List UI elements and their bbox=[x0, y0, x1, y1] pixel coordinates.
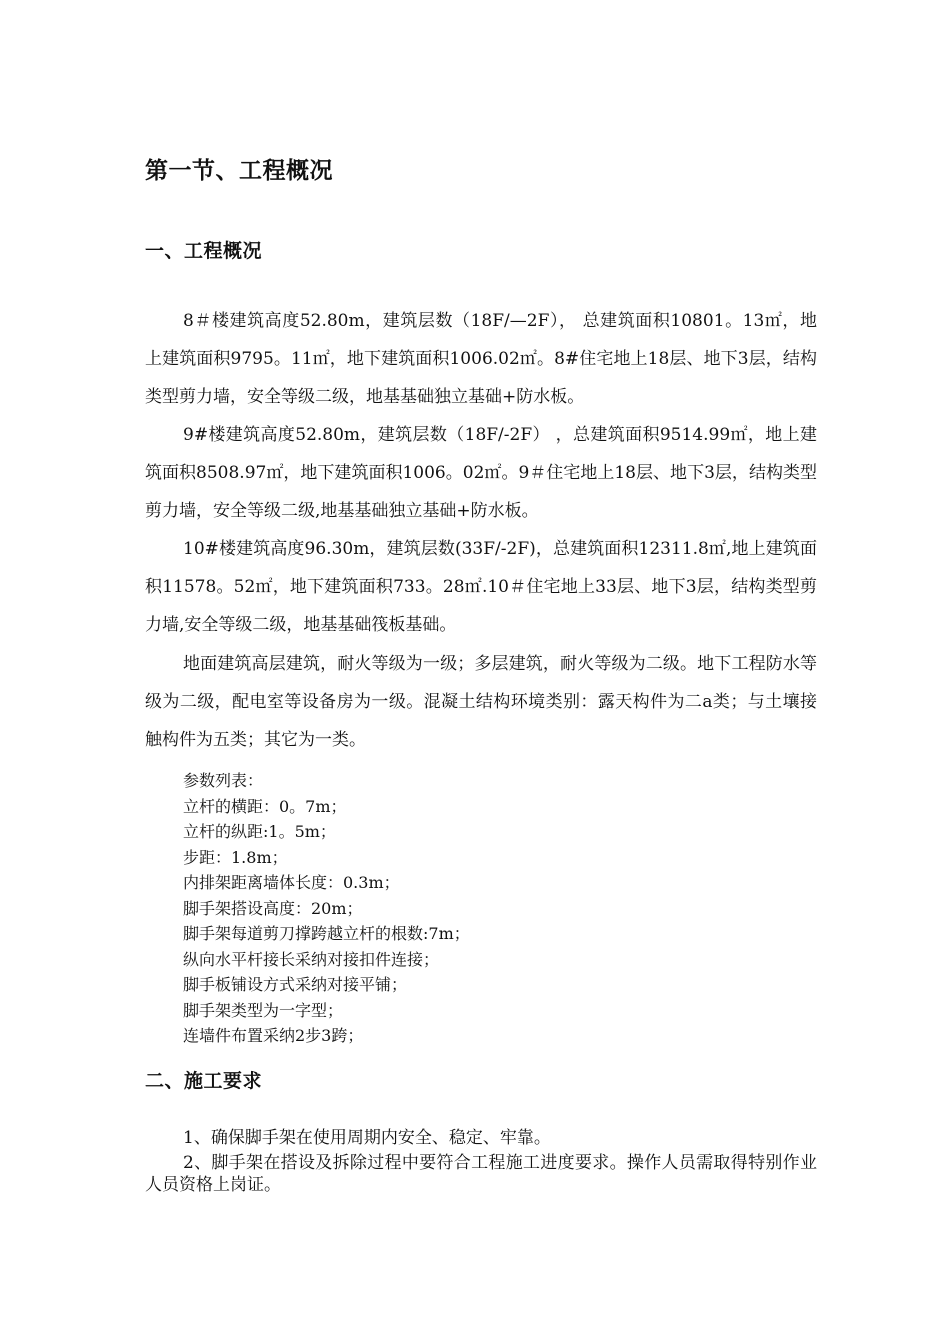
parameter-item: 脚手架搭设高度：20m； bbox=[183, 898, 363, 918]
section-heading-requirements: 二、施工要求 bbox=[145, 1070, 263, 1092]
requirement-item: 1、确保脚手架在使用周期内安全、稳定、牢靠。 bbox=[183, 1128, 551, 1148]
section-heading-overview: 一、工程概况 bbox=[145, 240, 263, 262]
parameter-item: 脚手架每道剪刀撑跨越立杆的根数:7m； bbox=[183, 924, 470, 943]
paragraph-building-8: 8＃楼建筑高度52.80m，建筑层数（18F/—2F）， 总建筑面积10801。13㎡，地上建筑面积9795。11㎡，地下建筑面积1006.02㎡。8#住宅地上18层、地下3层，结构类型剪力墙，安全等级二级，地基基础独立基础+防水板。 bbox=[145, 311, 817, 407]
parameter-item: 立杆的纵距:1。5m； bbox=[183, 822, 336, 841]
requirement-item: 2、脚手架在搭设及拆除过程中要符合工程施工进度要求。操作人员需取得特别作业人员资格上岗证。 bbox=[145, 1153, 817, 1195]
parameter-item: 立杆的横距：0。7m； bbox=[183, 796, 347, 816]
parameter-item: 脚手板铺设方式采纳对接平铺； bbox=[183, 975, 408, 994]
paragraph-building-10: 10#楼建筑高度96.30m，建筑层数(33F/-2F)，总建筑面积12311.8㎡,地上建筑面积11578。52㎡，地下建筑面积733。28㎡.10＃住宅地上33层、地下3层，结构类型剪力墙,安全等级二级，地基基础筏板基础。 bbox=[145, 539, 817, 635]
parameter-list-title: 参数列表： bbox=[183, 771, 264, 790]
parameter-item: 纵向水平杆接长采纳对接扣件连接； bbox=[183, 949, 440, 969]
parameter-list bbox=[183, 768, 470, 1049]
parameter-item: 步距：1.8m； bbox=[183, 847, 288, 867]
page-title: 第一节、工程概况 bbox=[145, 158, 333, 184]
parameter-item: 内排架距离墙体长度：0.3m； bbox=[183, 873, 400, 892]
paragraph-fire-rating: 地面建筑高层建筑，耐火等级为一级；多层建筑，耐火等级为二级。地下工程防水等级为二级，配电室等设备房为一级。混凝土结构环境类别：露天构件为二a类；与土壤接触构件为五类；其它为一类。 bbox=[145, 654, 817, 750]
parameter-item: 脚手架类型为一字型； bbox=[183, 1000, 344, 1020]
parameter-item: 连墙件布置采纳2步3跨； bbox=[183, 1026, 364, 1045]
paragraph-building-9: 9#楼建筑高度52.80m，建筑层数（18F/-2F） ，总建筑面积9514.99㎡，地上建筑面积8508.97㎡，地下建筑面积1006。02㎡。9＃住宅地上18层、地下3层，结构类型剪力墙，安全等级二级,地基基础独立基础+防水板。 bbox=[145, 425, 817, 521]
